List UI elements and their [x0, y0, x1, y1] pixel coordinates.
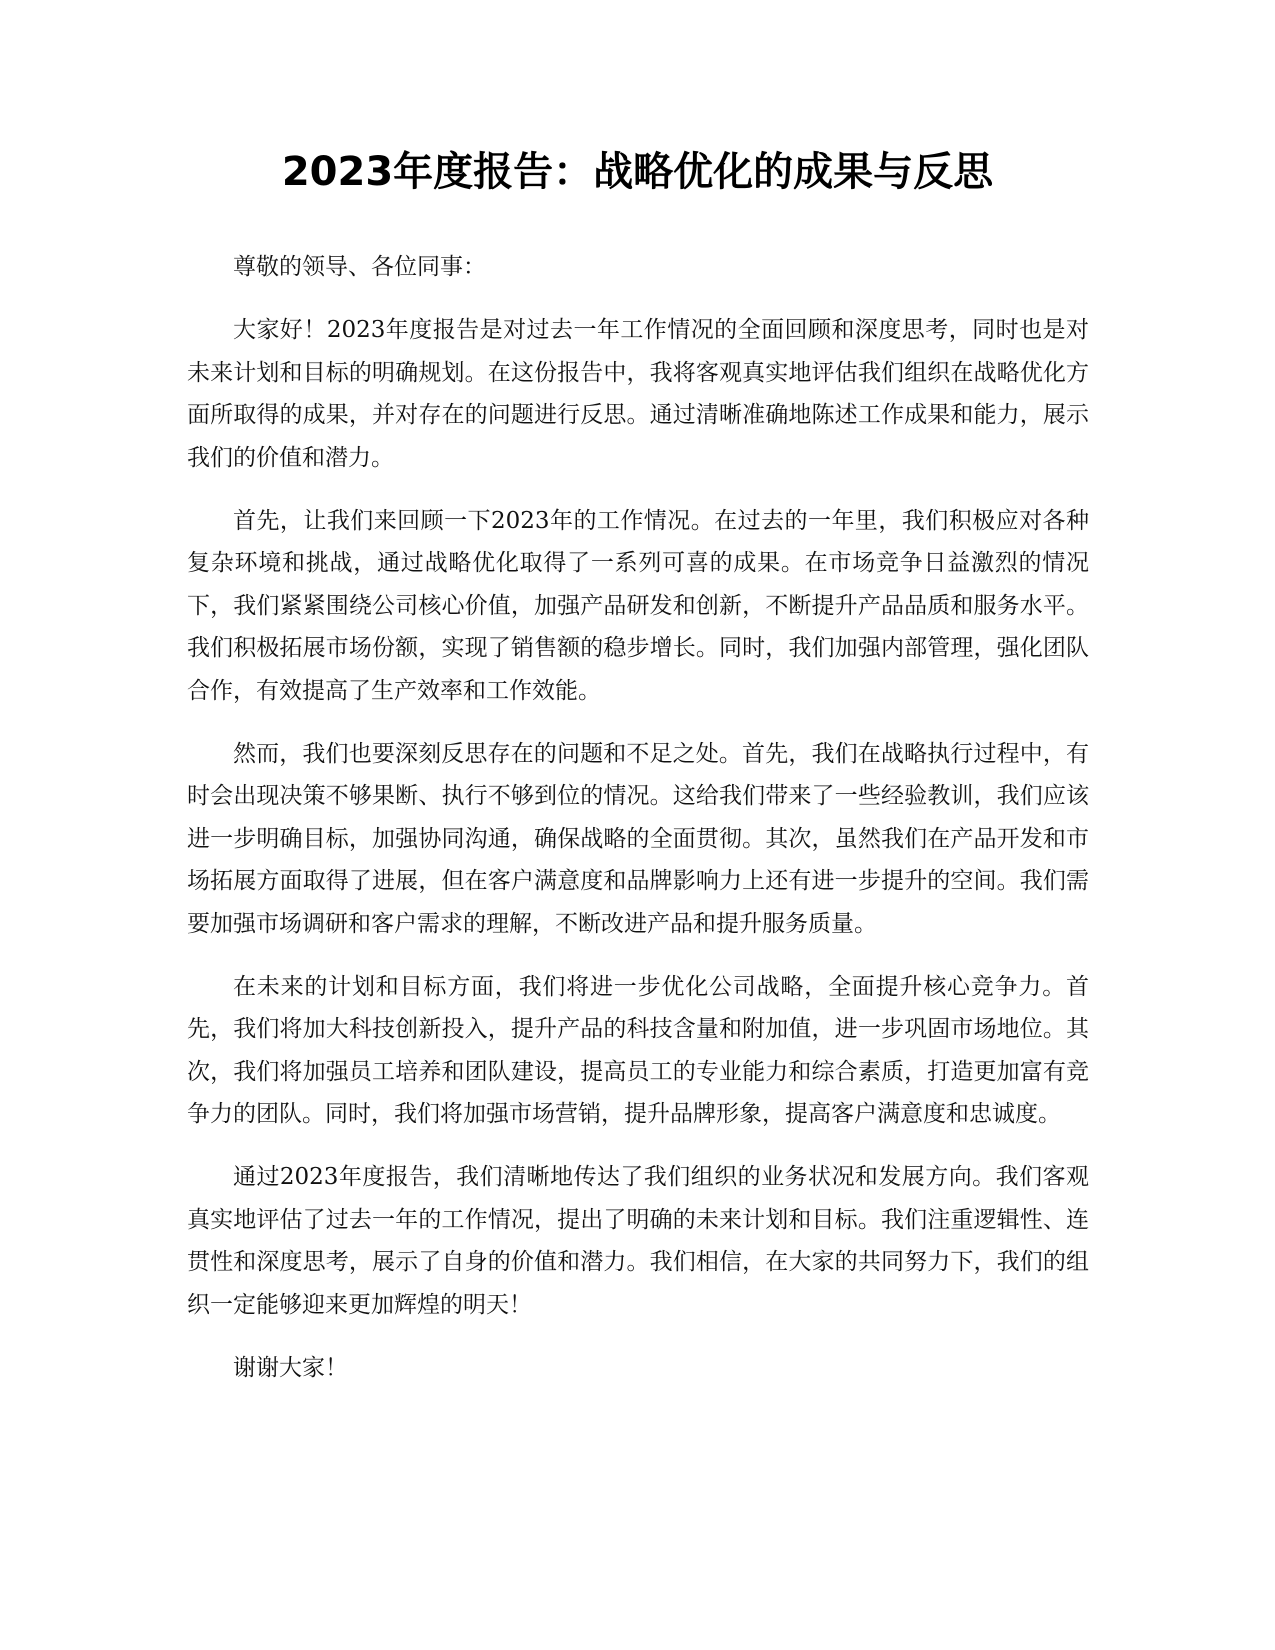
paragraph-future-plans: 在未来的计划和目标方面，我们将进一步优化公司战略，全面提升核心竞争力。首先，我们将加大科技创新投入，提升产品的科技含量和附加值，进一步巩固市场地位。其次，我们将加强员工培养和团队建设，提高员工的专业能力和综合素质，打造更加富有竞争力的团队。同时，我们将加强市场营销，提升品牌形象，提高客户满意度和忠诚度。 — [187, 973, 1089, 1127]
paragraph-review: 首先，让我们来回顾一下2023年的工作情况。在过去的一年里，我们积极应对各种复杂环境和挑战，通过战略优化取得了一系列可喜的成果。在市场竞争日益激烈的情况下，我们紧紧围绕公司核心价值，加强产品研发和创新，不断提升产品品质和服务水平。我们积极拓展市场份额，实现了销售额的稳步增长。同时，我们加强内部管理，强化团队合作，有效提高了生产效率和工作效能。 — [187, 507, 1089, 704]
paragraph-intro: 大家好！2023年度报告是对过去一年工作情况的全面回顾和深度思考，同时也是对未来计划和目标的明确规划。在这份报告中，我将客观真实地评估我们组织在战略优化方面所取得的成果，并对存在的问题进行反思。通过清晰准确地陈述工作成果和能力，展示我们的价值和潜力。 — [187, 317, 1089, 471]
document-body — [187, 246, 1089, 1410]
paragraph-conclusion: 通过2023年度报告，我们清晰地传达了我们组织的业务状况和发展方向。我们客观真实地评估了过去一年的工作情况，提出了明确的未来计划和目标。我们注重逻辑性、连贯性和深度思考，展示了自身的价值和潜力。我们相信，在大家的共同努力下，我们的组织一定能够迎来更加辉煌的明天！ — [187, 1164, 1089, 1318]
closing-thanks: 谢谢大家！ — [233, 1354, 348, 1381]
paragraph-reflection: 然而，我们也要深刻反思存在的问题和不足之处。首先，我们在战略执行过程中，有时会出现决策不够果断、执行不够到位的情况。这给我们带来了一些经验教训，我们应该进一步明确目标，加强协同沟通，确保战略的全面贯彻。其次，虽然我们在产品开发和市场拓展方面取得了进展，但在客户满意度和品牌影响力上还有进一步提升的空间。我们需要加强市场调研和客户需求的理解，不断改进产品和提升服务质量。 — [187, 740, 1089, 937]
page-title: 2023年度报告：战略优化的成果与反思 — [281, 149, 994, 195]
salutation: 尊敬的领导、各位同事： — [233, 254, 486, 280]
